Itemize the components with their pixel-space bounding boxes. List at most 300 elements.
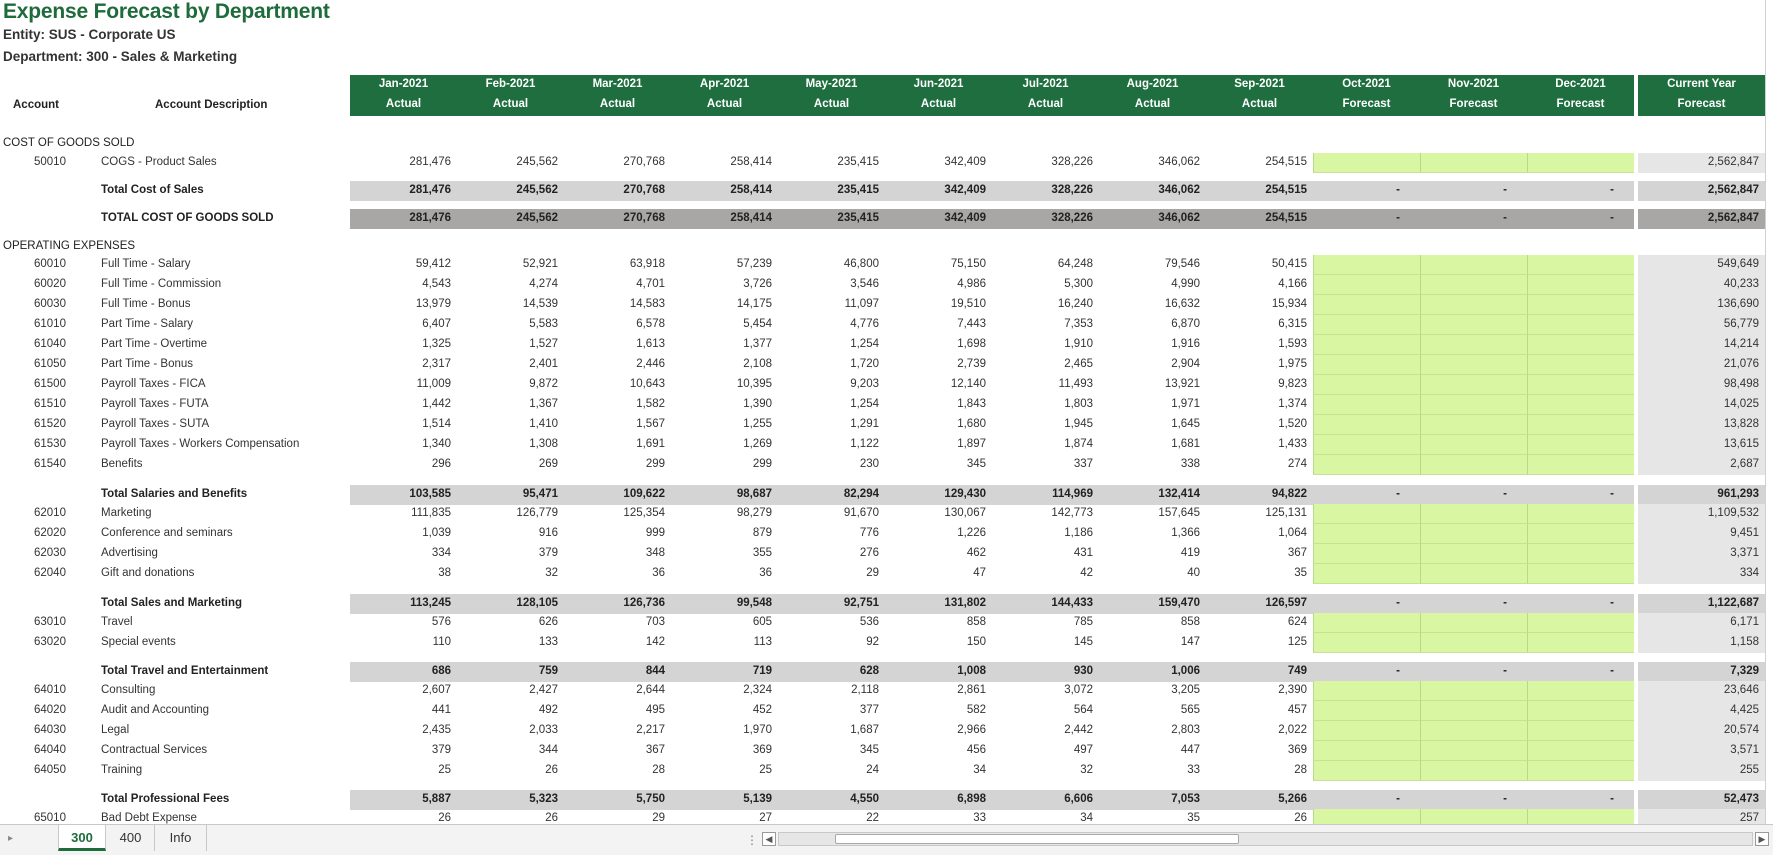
cell-value[interactable]: 28 <box>652 764 665 776</box>
cell-value[interactable]: 6,315 <box>1278 318 1307 330</box>
cell-value[interactable]: 94,822 <box>1271 488 1307 500</box>
cell-value[interactable]: 92 <box>866 636 879 648</box>
cell-value[interactable]: 5,139 <box>743 793 772 805</box>
cell-value[interactable]: 7,443 <box>957 318 986 330</box>
cell-value[interactable]: 9,872 <box>529 378 558 390</box>
cell-value[interactable]: 125,131 <box>1265 507 1307 519</box>
cell-value[interactable]: 126,597 <box>1265 597 1307 609</box>
forecast-input-cell[interactable] <box>1313 613 1420 633</box>
cell-value[interactable]: 11,009 <box>416 378 451 390</box>
cell-value[interactable]: 5,750 <box>636 793 665 805</box>
cell-value[interactable]: 703 <box>645 616 665 628</box>
cell-value[interactable]: 36 <box>759 567 772 579</box>
cell-value[interactable]: 14,175 <box>736 298 772 310</box>
cell-value[interactable]: 759 <box>538 665 558 677</box>
cell-value[interactable]: 132,414 <box>1158 488 1200 500</box>
cell-value[interactable]: 431 <box>1073 547 1093 559</box>
cell-value[interactable]: 126,736 <box>623 597 665 609</box>
cell-value[interactable]: 1,254 <box>850 398 879 410</box>
cell-value[interactable]: 6,606 <box>1064 793 1093 805</box>
cell-value[interactable]: 57,239 <box>736 258 772 270</box>
cell-value[interactable]: 95,471 <box>522 488 558 500</box>
cell-value[interactable]: 334 <box>431 547 451 559</box>
cell-value[interactable]: 2,803 <box>1171 724 1200 736</box>
cell-value[interactable]: 1,374 <box>1278 398 1307 410</box>
forecast-input-cell[interactable] <box>1420 295 1527 315</box>
sheet-tab-300[interactable]: 300 <box>58 825 106 851</box>
cell-value[interactable]: 5,266 <box>1278 793 1307 805</box>
cell-value[interactable]: 270,768 <box>623 212 665 224</box>
forecast-input-cell[interactable] <box>1420 435 1527 455</box>
cell-value[interactable]: 40 <box>1187 567 1200 579</box>
cell-value[interactable]: 328,226 <box>1051 184 1093 196</box>
cell-value[interactable]: 5,583 <box>529 318 558 330</box>
forecast-input-cell[interactable] <box>1313 275 1420 295</box>
cell-value[interactable]: 419 <box>1180 547 1200 559</box>
cell-value[interactable]: 270,768 <box>623 184 665 196</box>
cell-value[interactable]: 367 <box>1287 547 1307 559</box>
cell-value[interactable]: 35 <box>1294 567 1307 579</box>
cell-value[interactable]: 626 <box>538 616 558 628</box>
forecast-input-cell[interactable] <box>1527 415 1634 435</box>
cell-value[interactable]: 1,291 <box>850 418 879 430</box>
cell-value[interactable]: 26 <box>545 764 558 776</box>
cell-value[interactable]: 452 <box>752 704 772 716</box>
cell-value[interactable]: 150 <box>966 636 986 648</box>
forecast-input-cell[interactable] <box>1527 435 1634 455</box>
cell-value[interactable]: 2,324 <box>743 684 772 696</box>
cell-value[interactable]: 157,645 <box>1158 507 1200 519</box>
cell-value[interactable]: 337 <box>1073 458 1093 470</box>
cell-value[interactable]: 2,904 <box>1171 358 1200 370</box>
cell-value[interactable]: 16,632 <box>1164 298 1200 310</box>
cell-value[interactable]: 2,446 <box>636 358 665 370</box>
cell-value[interactable]: 342,409 <box>944 212 986 224</box>
cell-value[interactable]: 536 <box>859 616 879 628</box>
cell-value[interactable]: 2,390 <box>1278 684 1307 696</box>
tab-splitter-icon[interactable]: ⋮ <box>746 833 758 847</box>
cell-value[interactable]: 1,340 <box>422 438 451 450</box>
forecast-input-cell[interactable] <box>1420 701 1527 721</box>
cell-value[interactable]: 276 <box>859 547 879 559</box>
cell-value[interactable]: 235,415 <box>837 212 879 224</box>
cell-value[interactable]: 369 <box>1287 744 1307 756</box>
cell-value[interactable]: 47 <box>973 567 986 579</box>
cell-value[interactable]: 63,918 <box>629 258 665 270</box>
horizontal-scrollbar[interactable] <box>778 832 1753 846</box>
cell-value[interactable]: 1,645 <box>1171 418 1200 430</box>
cell-value[interactable]: 345 <box>966 458 986 470</box>
horizontal-scroll-thumb[interactable] <box>835 834 1239 844</box>
cell-value[interactable]: 299 <box>645 458 665 470</box>
cell-value[interactable]: 50,415 <box>1271 258 1307 270</box>
cell-value[interactable]: 785 <box>1073 616 1093 628</box>
sheet-tab-info[interactable]: Info <box>155 825 207 851</box>
forecast-input-cell[interactable] <box>1420 455 1527 475</box>
cell-value[interactable]: 5,323 <box>529 793 558 805</box>
cell-value[interactable]: 1,680 <box>957 418 986 430</box>
cell-value[interactable]: 14,583 <box>629 298 665 310</box>
cell-value[interactable]: 1,008 <box>957 665 986 677</box>
cell-value[interactable]: 565 <box>1180 704 1200 716</box>
cell-value[interactable]: 605 <box>752 616 772 628</box>
cell-value[interactable]: 99,548 <box>736 597 772 609</box>
cell-value[interactable]: 355 <box>752 547 772 559</box>
cell-value[interactable]: 1,226 <box>957 527 986 539</box>
cell-value[interactable]: 1,064 <box>1278 527 1307 539</box>
cell-value[interactable]: 129,430 <box>944 488 986 500</box>
forecast-input-cell[interactable] <box>1420 153 1527 173</box>
cell-value[interactable]: 1,410 <box>529 418 558 430</box>
forecast-input-cell[interactable] <box>1527 564 1634 584</box>
cell-value[interactable]: 2,435 <box>422 724 451 736</box>
cell-value[interactable]: 1,527 <box>529 338 558 350</box>
cell-value[interactable]: 98,279 <box>736 507 772 519</box>
cell-value[interactable]: 3,546 <box>850 278 879 290</box>
forecast-input-cell[interactable] <box>1420 524 1527 544</box>
forecast-input-cell[interactable] <box>1313 435 1420 455</box>
forecast-input-cell[interactable] <box>1420 721 1527 741</box>
vertical-scroll-edge[interactable] <box>1765 0 1773 824</box>
cell-value[interactable]: 2,401 <box>529 358 558 370</box>
cell-value[interactable]: 281,476 <box>409 156 451 168</box>
cell-value[interactable]: 1,254 <box>850 338 879 350</box>
forecast-input-cell[interactable] <box>1527 633 1634 653</box>
cell-value[interactable]: 1,390 <box>743 398 772 410</box>
forecast-input-cell[interactable] <box>1313 701 1420 721</box>
cell-value[interactable]: 457 <box>1287 704 1307 716</box>
cell-value[interactable]: 328,226 <box>1051 212 1093 224</box>
cell-value[interactable]: 28 <box>1294 764 1307 776</box>
cell-value[interactable]: 844 <box>645 665 665 677</box>
cell-value[interactable]: 130,067 <box>944 507 986 519</box>
cell-value[interactable]: 11,097 <box>844 298 879 310</box>
cell-value[interactable]: 1,582 <box>636 398 665 410</box>
cell-value[interactable]: 111,835 <box>411 507 451 519</box>
cell-value[interactable]: 13,979 <box>415 298 451 310</box>
forecast-input-cell[interactable] <box>1420 415 1527 435</box>
cell-value[interactable]: 27 <box>759 812 772 824</box>
cell-value[interactable]: 33 <box>973 812 986 824</box>
cell-value[interactable]: 2,442 <box>1064 724 1093 736</box>
cell-value[interactable]: 19,510 <box>950 298 986 310</box>
cell-value[interactable]: 686 <box>431 665 451 677</box>
forecast-input-cell[interactable] <box>1313 335 1420 355</box>
cell-value[interactable]: 15,934 <box>1271 298 1307 310</box>
cell-value[interactable]: 2,607 <box>422 684 451 696</box>
cell-value[interactable]: 98,687 <box>736 488 772 500</box>
cell-value[interactable]: 159,470 <box>1158 597 1200 609</box>
cell-value[interactable]: 29 <box>652 812 665 824</box>
cell-value[interactable]: 258,414 <box>730 212 772 224</box>
cell-value[interactable]: 281,476 <box>409 184 451 196</box>
cell-value[interactable]: 628 <box>859 665 879 677</box>
cell-value[interactable]: 624 <box>1287 616 1307 628</box>
cell-value[interactable]: 113,245 <box>410 597 451 609</box>
forecast-input-cell[interactable] <box>1313 564 1420 584</box>
cell-value[interactable]: 1,945 <box>1064 418 1093 430</box>
cell-value[interactable]: 328,226 <box>1051 156 1093 168</box>
cell-value[interactable]: 125 <box>1287 636 1307 648</box>
scroll-left-icon[interactable]: ◀ <box>762 832 776 846</box>
cell-value[interactable]: 1,186 <box>1064 527 1093 539</box>
cell-value[interactable]: 342,409 <box>944 156 986 168</box>
cell-value[interactable]: 379 <box>538 547 558 559</box>
cell-value[interactable]: 1,367 <box>529 398 558 410</box>
cell-value[interactable]: 1,520 <box>1278 418 1307 430</box>
forecast-input-cell[interactable] <box>1527 504 1634 524</box>
cell-value[interactable]: 274 <box>1287 458 1307 470</box>
cell-value[interactable]: 299 <box>752 458 772 470</box>
cell-value[interactable]: 22 <box>866 812 879 824</box>
forecast-input-cell[interactable] <box>1527 275 1634 295</box>
cell-value[interactable]: 6,578 <box>636 318 665 330</box>
cell-value[interactable]: 2,644 <box>636 684 665 696</box>
forecast-input-cell[interactable] <box>1420 255 1527 275</box>
forecast-input-cell[interactable] <box>1527 524 1634 544</box>
forecast-input-cell[interactable] <box>1313 524 1420 544</box>
cell-value[interactable]: 1,910 <box>1064 338 1093 350</box>
cell-value[interactable]: 9,203 <box>850 378 879 390</box>
cell-value[interactable]: 1,691 <box>636 438 665 450</box>
cell-value[interactable]: 346,062 <box>1158 212 1200 224</box>
cell-value[interactable]: 879 <box>752 527 772 539</box>
cell-value[interactable]: 4,550 <box>850 793 879 805</box>
cell-value[interactable]: 338 <box>1180 458 1200 470</box>
cell-value[interactable]: 1,514 <box>422 418 451 430</box>
cell-value[interactable]: 495 <box>645 704 665 716</box>
cell-value[interactable]: 26 <box>1294 812 1307 824</box>
cell-value[interactable]: 33 <box>1187 764 1200 776</box>
cell-value[interactable]: 26 <box>545 812 558 824</box>
cell-value[interactable]: 348 <box>645 547 665 559</box>
cell-value[interactable]: 133 <box>538 636 558 648</box>
cell-value[interactable]: 258,414 <box>730 184 772 196</box>
cell-value[interactable]: 59,412 <box>415 258 451 270</box>
cell-value[interactable]: 1,613 <box>636 338 665 350</box>
cell-value[interactable]: 38 <box>438 567 451 579</box>
forecast-input-cell[interactable] <box>1420 375 1527 395</box>
cell-value[interactable]: 582 <box>966 704 986 716</box>
cell-value[interactable]: 16,240 <box>1057 298 1093 310</box>
scroll-right-icon[interactable]: ▶ <box>1755 832 1769 846</box>
forecast-input-cell[interactable] <box>1527 544 1634 564</box>
forecast-input-cell[interactable] <box>1527 741 1634 761</box>
cell-value[interactable]: 75,150 <box>950 258 986 270</box>
cell-value[interactable]: 82,294 <box>843 488 879 500</box>
cell-value[interactable]: 235,415 <box>837 156 879 168</box>
forecast-input-cell[interactable] <box>1313 544 1420 564</box>
cell-value[interactable]: 32 <box>545 567 558 579</box>
cell-value[interactable]: 379 <box>431 744 451 756</box>
cell-value[interactable]: 345 <box>859 744 879 756</box>
forecast-input-cell[interactable] <box>1313 504 1420 524</box>
forecast-input-cell[interactable] <box>1527 295 1634 315</box>
cell-value[interactable]: 142 <box>645 636 665 648</box>
cell-value[interactable]: 9,823 <box>1278 378 1307 390</box>
cell-value[interactable]: 2,118 <box>851 684 879 696</box>
cell-value[interactable]: 254,515 <box>1265 212 1307 224</box>
cell-value[interactable]: 492 <box>538 704 558 716</box>
cell-value[interactable]: 245,562 <box>516 156 558 168</box>
forecast-input-cell[interactable] <box>1527 395 1634 415</box>
cell-value[interactable]: 3,072 <box>1064 684 1093 696</box>
forecast-input-cell[interactable] <box>1527 455 1634 475</box>
cell-value[interactable]: 1,039 <box>422 527 451 539</box>
forecast-input-cell[interactable] <box>1420 335 1527 355</box>
cell-value[interactable]: 1,803 <box>1064 398 1093 410</box>
forecast-input-cell[interactable] <box>1313 375 1420 395</box>
cell-value[interactable]: 441 <box>431 704 451 716</box>
cell-value[interactable]: 776 <box>859 527 879 539</box>
forecast-input-cell[interactable] <box>1313 295 1420 315</box>
cell-value[interactable]: 128,105 <box>516 597 558 609</box>
cell-value[interactable]: 281,476 <box>409 212 451 224</box>
cell-value[interactable]: 109,622 <box>623 488 665 500</box>
forecast-input-cell[interactable] <box>1420 741 1527 761</box>
cell-value[interactable]: 1,916 <box>1171 338 1200 350</box>
forecast-input-cell[interactable] <box>1313 255 1420 275</box>
cell-value[interactable]: 456 <box>966 744 986 756</box>
forecast-input-cell[interactable] <box>1313 721 1420 741</box>
cell-value[interactable]: 4,166 <box>1278 278 1307 290</box>
cell-value[interactable]: 258,414 <box>730 156 772 168</box>
cell-value[interactable]: 91,670 <box>843 507 879 519</box>
cell-value[interactable]: 1,269 <box>743 438 772 450</box>
cell-value[interactable]: 5,454 <box>743 318 772 330</box>
cell-value[interactable]: 1,593 <box>1278 338 1307 350</box>
cell-value[interactable]: 367 <box>645 744 665 756</box>
cell-value[interactable]: 25 <box>759 764 772 776</box>
cell-value[interactable]: 34 <box>973 764 986 776</box>
cell-value[interactable]: 35 <box>1187 812 1200 824</box>
cell-value[interactable]: 858 <box>1180 616 1200 628</box>
cell-value[interactable]: 245,562 <box>516 184 558 196</box>
forecast-input-cell[interactable] <box>1420 633 1527 653</box>
forecast-input-cell[interactable] <box>1313 761 1420 781</box>
forecast-input-cell[interactable] <box>1527 315 1634 335</box>
cell-value[interactable]: 2,861 <box>957 684 986 696</box>
cell-value[interactable]: 4,986 <box>957 278 986 290</box>
forecast-input-cell[interactable] <box>1313 415 1420 435</box>
cell-value[interactable]: 2,022 <box>1278 724 1307 736</box>
cell-value[interactable]: 369 <box>752 744 772 756</box>
cell-value[interactable]: 42 <box>1080 567 1093 579</box>
cell-value[interactable]: 36 <box>652 567 665 579</box>
cell-value[interactable]: 344 <box>538 744 558 756</box>
cell-value[interactable]: 29 <box>866 567 879 579</box>
forecast-input-cell[interactable] <box>1527 375 1634 395</box>
forecast-input-cell[interactable] <box>1527 721 1634 741</box>
cell-value[interactable]: 2,217 <box>636 724 665 736</box>
cell-value[interactable]: 1,687 <box>850 724 879 736</box>
forecast-input-cell[interactable] <box>1313 633 1420 653</box>
cell-value[interactable]: 858 <box>966 616 986 628</box>
cell-value[interactable]: 2,465 <box>1064 358 1093 370</box>
cell-value[interactable]: 462 <box>966 547 986 559</box>
cell-value[interactable]: 1,325 <box>422 338 451 350</box>
cell-value[interactable]: 79,546 <box>1164 258 1200 270</box>
forecast-input-cell[interactable] <box>1313 315 1420 335</box>
cell-value[interactable]: 1,843 <box>957 398 986 410</box>
cell-value[interactable]: 564 <box>1073 704 1093 716</box>
cell-value[interactable]: 346,062 <box>1158 156 1200 168</box>
cell-value[interactable]: 1,122 <box>850 438 879 450</box>
cell-value[interactable]: 447 <box>1180 744 1200 756</box>
cell-value[interactable]: 930 <box>1073 665 1093 677</box>
cell-value[interactable]: 5,300 <box>1064 278 1093 290</box>
cell-value[interactable]: 1,698 <box>957 338 986 350</box>
cell-value[interactable]: 2,033 <box>529 724 558 736</box>
cell-value[interactable]: 10,395 <box>736 378 772 390</box>
cell-value[interactable]: 254,515 <box>1265 184 1307 196</box>
forecast-input-cell[interactable] <box>1420 761 1527 781</box>
forecast-input-cell[interactable] <box>1420 564 1527 584</box>
cell-value[interactable]: 576 <box>431 616 451 628</box>
cell-value[interactable]: 2,108 <box>743 358 772 370</box>
cell-value[interactable]: 142,773 <box>1051 507 1093 519</box>
cell-value[interactable]: 13,921 <box>1164 378 1200 390</box>
cell-value[interactable]: 497 <box>1073 744 1093 756</box>
cell-value[interactable]: 147 <box>1180 636 1200 648</box>
cell-value[interactable]: 235,415 <box>837 184 879 196</box>
cell-value[interactable]: 2,966 <box>957 724 986 736</box>
cell-value[interactable]: 2,317 <box>422 358 451 370</box>
cell-value[interactable]: 24 <box>866 764 879 776</box>
cell-value[interactable]: 110 <box>432 636 451 648</box>
cell-value[interactable]: 342,409 <box>944 184 986 196</box>
cell-value[interactable]: 1,308 <box>529 438 558 450</box>
cell-value[interactable]: 144,433 <box>1051 597 1093 609</box>
forecast-input-cell[interactable] <box>1420 275 1527 295</box>
cell-value[interactable]: 14,539 <box>522 298 558 310</box>
forecast-input-cell[interactable] <box>1313 455 1420 475</box>
cell-value[interactable]: 7,353 <box>1064 318 1093 330</box>
forecast-input-cell[interactable] <box>1420 544 1527 564</box>
forecast-input-cell[interactable] <box>1313 395 1420 415</box>
cell-value[interactable]: 1,970 <box>743 724 772 736</box>
cell-value[interactable]: 1,433 <box>1278 438 1307 450</box>
cell-value[interactable]: 999 <box>645 527 665 539</box>
cell-value[interactable]: 32 <box>1080 764 1093 776</box>
forecast-input-cell[interactable] <box>1313 355 1420 375</box>
cell-value[interactable]: 296 <box>431 458 451 470</box>
sheet-tab-400[interactable]: 400 <box>107 825 155 851</box>
cell-value[interactable]: 113 <box>753 636 772 648</box>
cell-value[interactable]: 6,898 <box>957 793 986 805</box>
forecast-input-cell[interactable] <box>1420 504 1527 524</box>
forecast-input-cell[interactable] <box>1527 153 1634 173</box>
forecast-input-cell[interactable] <box>1527 761 1634 781</box>
cell-value[interactable]: 254,515 <box>1265 156 1307 168</box>
cell-value[interactable]: 4,543 <box>422 278 451 290</box>
cell-value[interactable]: 11,493 <box>1058 378 1093 390</box>
cell-value[interactable]: 103,585 <box>409 488 451 500</box>
cell-value[interactable]: 245,562 <box>516 212 558 224</box>
cell-value[interactable]: 3,726 <box>743 278 772 290</box>
cell-value[interactable]: 1,874 <box>1064 438 1093 450</box>
cell-value[interactable]: 2,739 <box>957 358 986 370</box>
cell-value[interactable]: 6,870 <box>1171 318 1200 330</box>
cell-value[interactable]: 1,006 <box>1171 665 1200 677</box>
cell-value[interactable]: 52,921 <box>522 258 558 270</box>
cell-value[interactable]: 916 <box>538 527 558 539</box>
cell-value[interactable]: 1,377 <box>743 338 772 350</box>
cell-value[interactable]: 92,751 <box>843 597 879 609</box>
cell-value[interactable]: 1,720 <box>850 358 879 370</box>
cell-value[interactable]: 26 <box>438 812 451 824</box>
cell-value[interactable]: 46,800 <box>843 258 879 270</box>
